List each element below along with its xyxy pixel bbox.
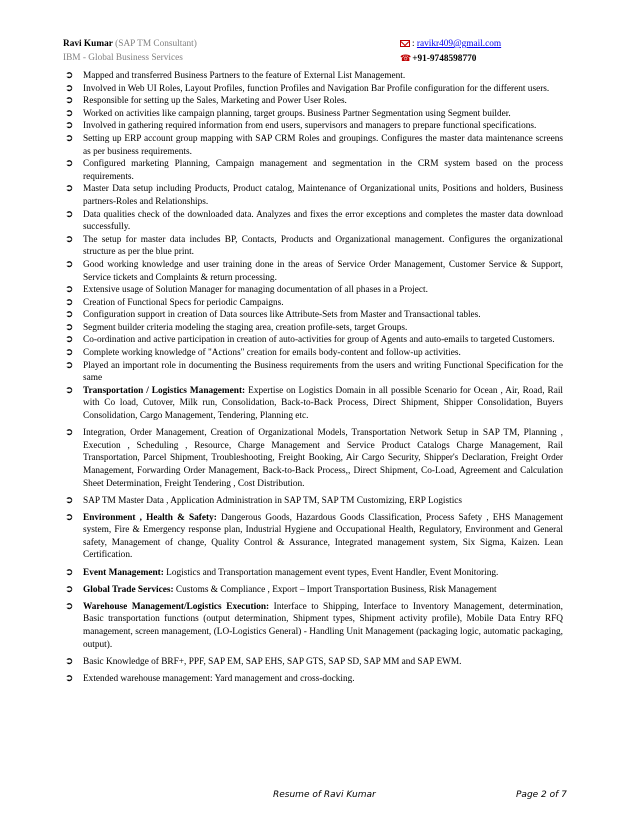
mail-icon [400,40,410,47]
email-line: : ravikr409@gmail.com [400,37,501,51]
bullet-list [63,70,563,685]
bullet-item: ➲ Environment , Health & Safety: Dangerous Goods, Hazardous Goods Classification, Process Safety , EHS Management system, Fire & Emergency response plan, Industrial Hygiene and Occupational Health, Regulatory, Environment and General safety, Management of change, Quality Control & Assurance, Integrated management system, Six Sigma, Kaizen. Lean Certification. [65,511,563,561]
arrow-bullet-icon: ➲ [65,347,74,359]
arrow-bullet-icon: ➲ [65,120,74,132]
bullet-item: ➲ Creation of Functional Specs for periodic Campaigns. [65,296,284,308]
bullet-item: ➲ SAP TM Master Data , Application Administration in SAP TM, SAP TM Customizing, ERP Logistics [65,494,463,506]
bullet-item: ➲ Co-ordination and active participation in creation of auto-activities for group of Agents and auto-emails to targeted Customers. [65,334,555,346]
arrow-bullet-icon: ➲ [65,95,74,107]
name-line [63,37,197,51]
bullet-item: ➲ Master Data setup including Products, Product catalog, Maintenance of Organizational units, Positions and holders, Business partners-Roles and Relationships. [65,183,563,207]
bullet-item: ➲ Mapped and transferred Business Partners to the feature of External List Management. [65,70,406,81]
page-footer [0,790,638,804]
arrow-bullet-icon: ➲ [65,511,74,523]
bullet-lead: Environment , Health & Safety: [83,512,217,523]
page-header [63,37,575,67]
arrow-bullet-icon: ➲ [65,132,74,144]
phone-number: +91-9748598770 [412,54,477,64]
bullet-item: ➲ Transportation / Logistics Management: Expertise on Logistics Domain in all possible Scenario for Ocean , Air, Road, Rail with Co load, Cutover, Milk run, Consolidation, Back-to-Back Process, Direct Shipment, Shipper Consolidation, Buyers Consolidation, Cargo Management, Tendering, Planning etc. [65,384,563,422]
bullet-item: ➲ Good working knowledge and user training done in the areas of Service Order Management, Customer Service & Support, Service tickets and Complaints & return processing. [65,258,563,283]
bullet-item: ➲ Warehouse Management/Logistics Execution: Interface to Shipping, Interface to Inventory Management, determination, Basic transportation functions (output determination, Shipment types, Shipment activity profile), Mobile Data Entry RFQ management, screen management, (LO-Logistics General) - Handling Unit Management (packaging logic, automatic packaging, output). [65,600,563,650]
arrow-bullet-icon: ➲ [65,284,74,296]
arrow-bullet-icon: ➲ [65,655,74,667]
bullet-item: ➲ Extended warehouse management: Yard management and cross-docking. [65,672,355,684]
arrow-bullet-icon: ➲ [65,107,74,119]
arrow-bullet-icon: ➲ [65,321,74,333]
bullet-item: ➲ Played an important role in documenting the Business requirements from the users and writing Functional Specification for the same [65,359,563,384]
bullet-item: ➲ Involved in Web UI Roles, Layout Profiles, function Profiles and Navigation Bar Profile configuration for the different users. [65,82,550,94]
bullet-item: ➲ Involved in gathering required information from end users, supervisors and managers to prepare functional specifications. [65,120,537,132]
bullet-item: ➲ The setup for master data includes BP, Contacts, Products and Organizational management. Configures the organizational structure as per the blue print. [65,233,563,258]
arrow-bullet-icon: ➲ [65,233,74,245]
header-contact [400,37,501,66]
bullet-item: ➲ Integration, Order Management, Creation of Organizational Models, Transportation Network Setup in SAP TM, Planning , Execution , Scheduling , Resource, Charge Management and Service Product Catalogs Charge Management, Rail Transportation, Parcel Shipment, Troubleshooting, Freight Booking, Air Cargo Security, Shipper's Declaration, Freight Order Management, Forwarding Order Management, Back-to-Back Process,, Direct Shipment, Co-Load, Agreement and Calculation Sheet Determination, Freight Tendering , Cost Distribution. [65,427,563,489]
arrow-bullet-icon: ➲ [65,183,74,195]
bullet-item: ➲ Global Trade Services: Customs & Compliance , Export – Import Transportation Business, Risk Management [65,583,497,595]
bullet-item: ➲ Extensive usage of Solution Manager for managing documentation of all phases in a Project. [65,284,428,296]
arrow-bullet-icon: ➲ [65,70,74,81]
arrow-bullet-icon: ➲ [65,566,74,578]
bullet-lead: Global Trade Services: [83,584,174,595]
bullet-lead: Warehouse Management/Logistics Execution: [83,601,270,612]
bullet-item: ➲ Data qualities check of the downloaded data. Analyzes and fixes the error exceptions and completes the master data download successfully. [65,208,563,233]
page-number: Page 2 of 7 [516,790,567,800]
arrow-bullet-icon: ➲ [65,600,74,612]
bullet-lead: Transportation / Logistics Management: [83,385,246,396]
bullet-item: ➲ Basic Knowledge of BRF+, PPF, SAP EM, SAP EHS, SAP GTS, SAP SD, SAP MM and SAP EWM. [65,655,462,667]
company-name: IBM - Global Business Services [63,53,183,63]
bullet-item: ➲ Worked on activities like campaign planning, target groups. Business Partner Segmentation using Segment builder. [65,107,511,119]
arrow-bullet-icon: ➲ [65,384,74,396]
footer-title: Resume of Ravi Kumar [273,790,376,800]
bullet-item: ➲ Complete working knowledge of "Actions" creation for emails body-content and follow-up activities. [65,347,461,359]
arrow-bullet-icon: ➲ [65,82,74,94]
arrow-bullet-icon: ➲ [65,583,74,595]
arrow-bullet-icon: ➲ [65,158,74,170]
header-left [63,37,197,65]
arrow-bullet-icon: ➲ [65,208,74,220]
bullet-item: ➲ Responsible for setting up the Sales, Marketing and Power User Roles. [65,95,347,107]
bullet-item: ➲ Segment builder criteria modeling the staging area, creation profile-sets, target Groups. [65,321,408,333]
bullet-item: ➲ Configuration support in creation of Data sources like Attribute-Sets from Master and Transactional tables. [65,309,481,321]
email-link[interactable]: ravikr409@gmail.com [416,39,502,49]
arrow-bullet-icon: ➲ [65,258,74,270]
arrow-bullet-icon: ➲ [65,296,74,308]
bullet-item: ➲ Setting up ERP account group mapping with SAP CRM Roles and groupings. Configures the master data maintenance screens as per business requirements. [65,132,563,157]
arrow-bullet-icon: ➲ [65,334,74,346]
bullet-lead: Event Management: [83,567,164,578]
bullet-item: ➲ Configured marketing Planning, Campaign management and segmentation in the CRM system based on the process requirements. [65,158,563,182]
arrow-bullet-icon: ➲ [65,672,74,684]
phone-line [400,51,501,66]
candidate-role: (SAP TM Consultant) [115,39,197,49]
bullet-item: ➲ Event Management: Logistics and Transportation management event types, Event Handler, Event Monitoring. [65,566,499,578]
candidate-name: Ravi Kumar [63,39,113,49]
phone-icon: ☎ [400,53,412,63]
arrow-bullet-icon: ➲ [65,427,74,439]
arrow-bullet-icon: ➲ [65,359,74,371]
arrow-bullet-icon: ➲ [65,494,74,506]
arrow-bullet-icon: ➲ [65,309,74,321]
